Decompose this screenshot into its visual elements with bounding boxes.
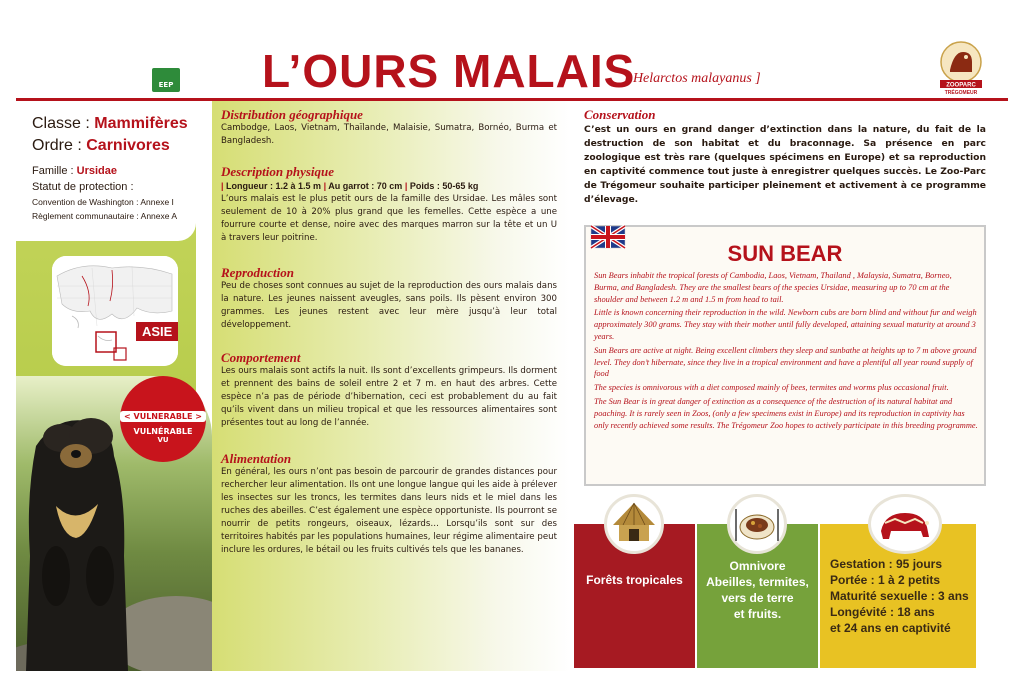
statut-label: Statut de protection : [32, 181, 134, 193]
svg-text:ZOOPARC: ZOOPARC [946, 82, 976, 89]
english-paragraph: Little is known concerning their reproduction in the wild. Newborn cubs are born blind and without fur and weigh approximately 300 grams. They stay with their mother until fully developed, attaining sexual maturity at around 3 years. [594, 308, 977, 341]
conservation-body: C’est un ours en grand danger d’extinction dans la nature, du fait de la destruction de son habitat et du braconnage. Sa présence en parc zoologique est très rare (quelques spécimens en Europe) et sa reproduction en captivité commence tout juste à enregistrer quelques succès. Le Zoo-Parc de Trégomeur souhaite participer pleinement et activement à ce programme d’élevage. [584, 124, 986, 205]
comportement-body: Les ours malais sont actifs la nuit. Ils sont d’excellents grimpeurs. Ils dorment et prennent des bains de soleil entre 2 et 7 m. en haut des arbres. Cette espèce n’a pas de période d’hibernation, ceci est probablement du au fait qu’ils vivent dans un milieu tropical et que les ressources alimentaires sont présentes tout au long de l’année. [221, 366, 557, 428]
latin-name: [ Helarctos malayanus ] [624, 71, 761, 86]
diet-line-3: vers de terre [721, 591, 794, 605]
diet-line-2: Abeilles, termites, [706, 575, 809, 589]
description-section [221, 164, 557, 245]
taxonomy-card [16, 101, 196, 241]
habitat-hut-icon [604, 494, 664, 554]
reproduction-body: Peu de choses sont connues au sujet de la reproduction des ours malais dans la nature. Les jeunes naissent aveugles, sans poils. Ils pèsent environ 300 grammes. Les jeunes restent avec leur mère jusqu’à leur total développement. [221, 281, 557, 330]
distribution-title: Distribution géographique [221, 107, 363, 122]
alimentation-body: En général, les ours n’ont pas besoin de parcourir de grandes distances pour rechercher leur alimentation. Ils ont une longue langue qui les aide à prélever les insectes sur les troncs, les termites dans leurs nids et le miel dans les ruches des abeilles. C’est également une espèce opportuniste. Ils pourront se nourrir de petits rongeurs, oiseaux, lézards… Lorsqu’ils sont sur des territoires habités par les populations humaines, leur régime alimentaire peut inclure les ordures, le bétail ou les fruits cultivés tels que les bananes. [221, 467, 557, 555]
english-paragraph: The Sun Bear is in great danger of extinction as a consequence of the destruction of its natural habitat and poaching. It is rarely seen in Zoos, (only a few specimens exist in Europe) and its reproduction in captivity has only recently achieved some results. The Trégomeur Zoo hopes to actively participate in this breeding programme. [594, 396, 978, 430]
asia-map [52, 256, 178, 366]
distribution-section [221, 107, 557, 148]
reproduction-title: Reproduction [221, 265, 294, 280]
english-paragraph: Sun Bears are active at night. Being excellent climbers they sleep and sunbathe at heights up to 7 m above ground level. They don’t hibernate, since they live in a tropical environment and have a plentiful all year round supply of food [594, 345, 977, 379]
english-paragraph: The species is omnivorous with a diet composed mainly of bees, termites and worms plus occasional fruit. [594, 383, 949, 393]
iucn-status-badge [120, 376, 206, 462]
alimentation-title: Alimentation [221, 451, 292, 466]
description-title: Description physique [221, 164, 335, 179]
ordre-line: Ordre : Carnivores [32, 137, 170, 154]
conservation-title: Conservation [584, 107, 656, 122]
english-paragraph: Sun Bears inhabit the tropical forests of Cambodia, Laos, Vietnam, Thailand , Malaysia, Sumatra, Borneo, Burma, and Bangladesh. They are the smallest bears of the species Ursidae, measuring up to 70 cm at the shoulder and between 1.2 m and 1.5 m from head to tail. [594, 271, 952, 304]
map-icon [52, 256, 178, 366]
english-title: SUN BEAR [727, 241, 843, 266]
longevite-text: Longévité : 18 ans [830, 605, 935, 619]
zooparc-logo-icon [936, 40, 986, 96]
famille-value: Ursidae [76, 165, 117, 177]
classe-value: Mammifères [94, 115, 188, 132]
diet-line-1: Omnivore [729, 559, 786, 573]
washington-convention: Convention de Washington : Annexe I [32, 197, 174, 207]
english-body [594, 270, 978, 433]
plate-icon [727, 494, 787, 554]
ordre-value: Carnivores [86, 137, 170, 154]
captivite-text: et 24 ans en captivité [830, 621, 951, 635]
region-label: ASIE [136, 322, 178, 341]
portee-text: Portée : 1 à 2 petits [830, 573, 941, 587]
maturite-text: Maturité sexuelle : 3 ans [830, 589, 969, 603]
distribution-body: Cambodge, Laos, Vietnam, Thaïlande, Malaisie, Sumatra, Bornéo, Burma et Bangladesh. [221, 123, 557, 146]
description-body: L’ours malais est le plus petit ours de la famille des Ursidae. Les mâles sont seulement de 10 à 20% plus grand que les femelles. Cette espèce a une fourrure courte et dense, noire avec des marques marron sur la tête et un U à travers leur poitrine. [221, 194, 557, 243]
eep-badge: EEP [152, 68, 180, 92]
status-fr: VULNÉRABLE [133, 427, 193, 436]
measurements: | Longueur : 1.2 à 1.5 m | Au garrot : 70 cm | Poids : 50-65 kg [221, 181, 479, 191]
alimentation-section [221, 451, 557, 557]
vulnerable-tag: < VULNERABLE > [120, 411, 206, 422]
habitat-text: Forêts tropicales [586, 573, 683, 587]
reproduction-section [221, 265, 557, 332]
svg-text:TRÉGOMEUR: TRÉGOMEUR [944, 90, 978, 96]
bear-pictogram-icon [868, 494, 942, 554]
classe-line: Classe : Mammifères [32, 115, 188, 132]
reglement-communautaire: Règlement communautaire : Annexe A [32, 211, 178, 221]
comportement-section [221, 350, 557, 430]
status-code: VU [157, 436, 169, 444]
diet-line-4: et fruits. [733, 607, 782, 621]
comportement-title: Comportement [221, 350, 301, 365]
credits-text [1006, 548, 1016, 658]
famille-line: Famille : Ursidae [32, 165, 117, 177]
page-title: L’OURS MALAIS [262, 45, 636, 97]
gestation-text: Gestation : 95 jours [830, 557, 943, 571]
